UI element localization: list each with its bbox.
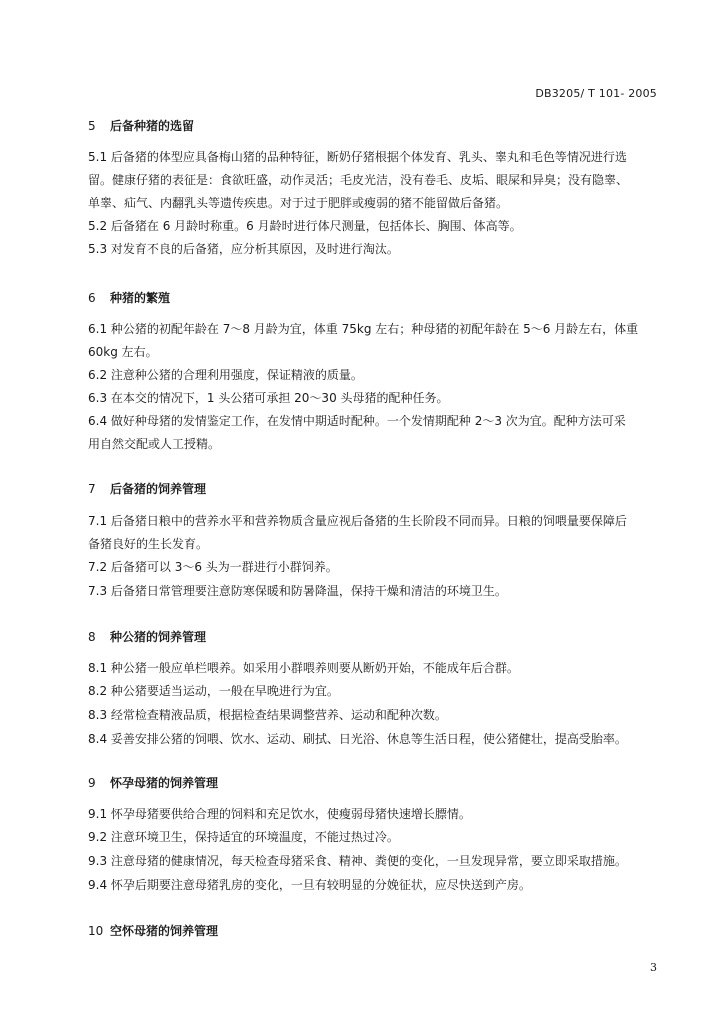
section-9-heading xyxy=(88,774,218,791)
section-title: 怀孕母猪的饲养管理 xyxy=(110,776,219,790)
section-title: 种公猪的饲养管理 xyxy=(110,630,207,644)
text-line: 备猪良好的生长发育。 xyxy=(88,537,209,551)
paragraph-5-2 xyxy=(88,215,658,238)
paragraph-7-3 xyxy=(88,580,658,603)
text-line: 9.3 注意母猪的健康情况，每天检查母猪采食、精神、粪便的变化，一旦发现异常，要立即采取措施。 xyxy=(88,854,627,868)
paragraph-8-2 xyxy=(88,680,658,703)
section-7-heading xyxy=(88,480,206,497)
section-6-heading xyxy=(88,289,170,306)
text-line: 7.1 后备猪日粮中的营养水平和营养物质含量应视后备猪的生长阶段不同而异。日粮的饲喂量要保障后 xyxy=(88,514,627,528)
text-line: 用自然交配或人工授精。 xyxy=(88,437,221,451)
text-line: 6.3 在本交的情况下，1 头公猪可承担 20～30 头母猪的配种任务。 xyxy=(88,391,449,405)
paragraph-8-4 xyxy=(88,728,658,751)
text-line: 9.4 怀孕后期要注意母猪乳房的变化，一旦有较明显的分娩征状，应尽快送到产房。 xyxy=(88,878,531,892)
paragraph-6-2 xyxy=(88,364,658,387)
text-line: 7.2 后备猪可以 3～6 头为一群进行小群饲养。 xyxy=(88,560,338,574)
text-line: 9.1 怀孕母猪要供给合理的饲料和充足饮水，使瘦弱母猪快速增长膘情。 xyxy=(88,807,471,821)
text-line: 6.4 做好种母猪的发情鉴定工作，在发情中期适时配种。一个发情期配种 2～3 次为宜。配种方法可采 xyxy=(88,414,626,428)
text-line: 7.3 后备猪日常管理要注意防寒保暖和防暑降温，保持干燥和清洁的环境卫生。 xyxy=(88,584,507,598)
section-number: 10 xyxy=(88,924,104,938)
page-number: 3 xyxy=(650,961,657,974)
section-title: 后备猪的饲养管理 xyxy=(110,482,207,496)
text-line: 9.2 注意环境卫生，保持适宜的环境温度，不能过热过冷。 xyxy=(88,830,399,844)
paragraph-6-1 xyxy=(88,318,658,364)
section-number: 6 xyxy=(88,291,96,305)
text-line: 8.1 种公猪一般应单栏喂养。如采用小群喂养则要从断奶开始，不能成年后合群。 xyxy=(88,661,519,675)
paragraph-6-3 xyxy=(88,387,658,410)
section-number: 9 xyxy=(88,776,96,790)
paragraph-9-1 xyxy=(88,803,658,826)
paragraph-8-3 xyxy=(88,704,658,727)
text-line: 8.3 经常检查精液品质，根据检查结果调整营养、运动和配种次数。 xyxy=(88,708,447,722)
section-title: 种猪的繁殖 xyxy=(110,291,171,305)
text-line: 5.2 后备猪在 6 月龄时称重。6 月龄时进行体尺测量，包括体长、胸围、体高等。 xyxy=(88,219,522,233)
section-number: 8 xyxy=(88,630,96,644)
text-line: 60kg 左右。 xyxy=(88,345,158,359)
paragraph-7-1 xyxy=(88,510,658,556)
paragraph-8-1 xyxy=(88,657,658,680)
text-line: 5.3 对发育不良的后备猪，应分析其原因，及时进行淘汰。 xyxy=(88,242,399,256)
section-5-heading xyxy=(88,117,194,134)
text-line: 单睾、疝气、内翻乳头等遗传疾患。对于过于肥胖或瘦弱的猪不能留做后备猪。 xyxy=(88,196,509,210)
paragraph-5-1 xyxy=(88,146,658,215)
paragraph-6-4 xyxy=(88,410,658,456)
section-number: 7 xyxy=(88,482,96,496)
text-line: 6.1 种公猪的初配年龄在 7～8 月龄为宜，体重 75kg 左右；种母猪的初配年龄在 5～6 月龄左右，体重 xyxy=(88,322,639,336)
section-8-heading xyxy=(88,628,206,645)
paragraph-5-3 xyxy=(88,238,658,261)
standard-code: DB3205/ T 101- 2005 xyxy=(535,87,657,100)
paragraph-7-2 xyxy=(88,556,658,579)
text-line: 8.2 种公猪要适当运动，一般在早晚进行为宜。 xyxy=(88,684,339,698)
paragraph-9-3 xyxy=(88,850,658,873)
text-line: 6.2 注意种公猪的合理利用强度，保证精液的质量。 xyxy=(88,368,363,382)
section-title: 空怀母猪的饲养管理 xyxy=(110,924,219,938)
section-10-heading xyxy=(88,922,218,939)
section-number: 5 xyxy=(88,119,96,133)
paragraph-9-4 xyxy=(88,874,658,897)
section-title: 后备种猪的选留 xyxy=(110,119,195,133)
paragraph-9-2 xyxy=(88,826,658,849)
text-line: 留。健康仔猪的表征是：食欲旺盛，动作灵活；毛皮光洁，没有卷毛、皮垢、眼屎和异臭；没有隐睾、 xyxy=(88,173,629,187)
text-line: 5.1 后备猪的体型应具备梅山猪的品种特征，断奶仔猪根据个体发育、乳头、睾丸和毛色等情况进行选 xyxy=(88,150,627,164)
text-line: 8.4 妥善安排公猪的饲喂、饮水、运动、刷拭、日光浴、休息等生活日程，使公猪健壮，提高受胎率。 xyxy=(88,732,627,746)
